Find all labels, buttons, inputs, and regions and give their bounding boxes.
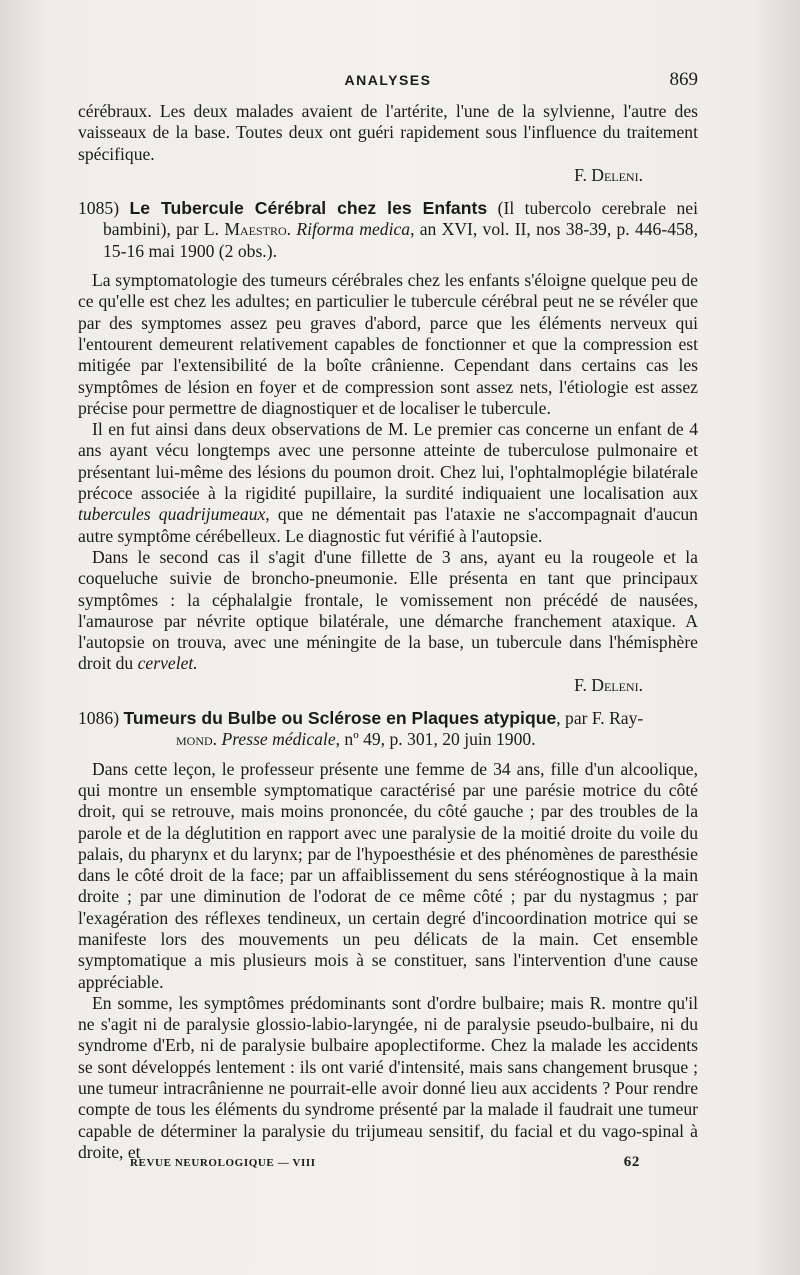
signature: F. Deleni. xyxy=(574,674,643,695)
journal-name: Riforma medica xyxy=(296,219,411,240)
abstract-heading-1085 xyxy=(78,198,698,262)
citation-text: , nº 49, p. 301, 20 juin 1900. xyxy=(335,729,536,750)
signature-line xyxy=(78,165,698,186)
citation-text: . xyxy=(212,729,222,750)
abstract-heading-1086 xyxy=(78,708,698,729)
sheet-number: 62 xyxy=(623,1154,640,1170)
abstract-paragraph xyxy=(78,547,698,675)
running-head xyxy=(78,69,698,96)
page-footer xyxy=(130,1154,640,1174)
author-name: Maestro xyxy=(224,219,287,240)
continuation-paragraph xyxy=(78,101,698,165)
author-name: mond xyxy=(176,729,213,750)
abstract-paragraph: La symptomatologie des tumeurs cérébrales chez les enfants s'éloigne quelque peu de ce qu'elle est chez les adultes; en particulier le tubercule cérébral peut ne se révéler que par des symptomes assez peu graves d'abord, parce que les éléments nerveux qui l'entourent demeurent relativement capables de fonctionner et que la compression est mitigée par l'extensibilité de la boîte crânienne. Cependant dans certains cas les symptômes de lésion en foyer et de compression sont assez nets, l'étiologie est assez précise pour permettre de diagnostiquer et de localiser le tubercule. xyxy=(78,270,698,418)
abstract-title: Tumeurs du Bulbe ou Sclérose en Plaques atypique xyxy=(123,708,557,729)
abstract-number: 1085) xyxy=(78,198,120,219)
paragraph-text: Dans le second cas il s'agit d'une fillette de 3 ans, ayant eu la rougeole et la coqueluche suivie de broncho-pneumonie. Elle présenta en tant que principaux symptômes : la céphalalgie frontale, le vomissement non précédé de nausées, l'amaurose par névrite optique bilatérale, une démarche franchement ataxique. A l'autopsie on trouva, avec une méningite de la base, un tubercule dans l'hémisphère droit du xyxy=(78,546,698,674)
citation-text: . xyxy=(286,219,297,240)
abstract-number: 1086) xyxy=(78,708,120,729)
abstract-paragraph: Dans cette leçon, le professeur présente une femme de 34 ans, fille d'un alcoolique, qui montre un ensemble symptomatique caractérisé par une parésie motrice du côté droit, qui se retrouve, mais moins prononcée, du côté gauche ; par des troubles de la parole et de la déglutition en rapport avec une paralysie de la moitié droite du voile du palais, du pharynx et du larynx; par de l'hypoesthésie et des phénomènes de paresthésie dans le côté droit de la face; par un affaiblissement du sens stéréognostique à la main droite ; par une diminution de l'odorat de ce même côté ; par du nystagmus ; par l'exagération des réflexes tendineux, un certain degré d'incoordination motrice qui se manifeste lors des mouvements un peu délicats de la main. Cet ensemble symptomatique a mis plusieurs mois à se constituer, sans l'intervention d'une cause appréciable. xyxy=(78,758,698,992)
footer-journal: REVUE NEUROLOGIQUE — VIII xyxy=(130,1157,316,1169)
page-number: 869 xyxy=(669,69,698,90)
signature: F. Deleni. xyxy=(574,164,643,185)
paragraph-text: Il en fut ainsi dans deux observations de M. Le premier cas concerne un enfant de 4 ans ayant vécu longtemps avec une personne atteinte de tuberculose pulmonaire et présentant lui-même des lésions du poumon droit. Chez lui, l'ophtalmoplégie bilatérale précoce associée à la rigidité pupillaire, la surdité indiquaient une localisation aux xyxy=(78,419,698,504)
continuation-text: cérébraux. Les deux malades avaient de l'artérite, l'une de la sylvienne, l'autre des vaisseaux de la base. Toutes deux ont guéri rapidement sous l'influence du traitement spécifique. xyxy=(78,101,698,164)
paragraph-text: , que ne démentait pas l'ataxie ne s'accompagnait d'aucun autre symptôme cérébelleux. Le diagnostic fut vérifié à l'autopsie. xyxy=(78,504,698,546)
article-body xyxy=(78,101,698,1163)
running-title: ANALYSES xyxy=(344,72,432,88)
italic-term: tubercules quadrijumeaux xyxy=(78,504,266,525)
citation-text: , par F. Ray- xyxy=(556,708,644,729)
signature-line xyxy=(78,675,698,696)
italic-term: cervelet. xyxy=(137,653,198,674)
citation-line xyxy=(78,729,698,750)
abstract-paragraph: En somme, les symptômes prédominants sont d'ordre bulbaire; mais R. montre qu'il ne s'agit ni de paralysie glossio-labio-laryngée, ni de paralysie pseudo-bulbaire, ni du syndrome d'Erb, ni de paralysie bulbaire apoplectiforme. Chez la malade les accidents se sont développés lentement : ils ont varié d'intensité, mais sans changement brusque ; une tumeur intracrânienne ne pourrait-elle avoir donné lieu aux accidents ? Pour rendre compte de tous les éléments du syndrome présenté par la malade il faudrait une tumeur capable de déterminer la paralysie du trijumeau sensitif, du facial et du vago-spinal à droite, et xyxy=(78,992,698,1162)
abstract-paragraph xyxy=(78,419,698,547)
citation-text: , an XVI, vol. II, nos 38-39, p. 446-458, 15-16 mai 1900 (2 obs.). xyxy=(103,219,698,261)
journal-name: Presse médicale xyxy=(221,729,336,750)
abstract-title: Le Tubercule Cérébral chez les Enfants xyxy=(129,198,488,219)
citation-text: (Il tubercolo cerebrale nei bambini), par L. xyxy=(103,198,698,240)
